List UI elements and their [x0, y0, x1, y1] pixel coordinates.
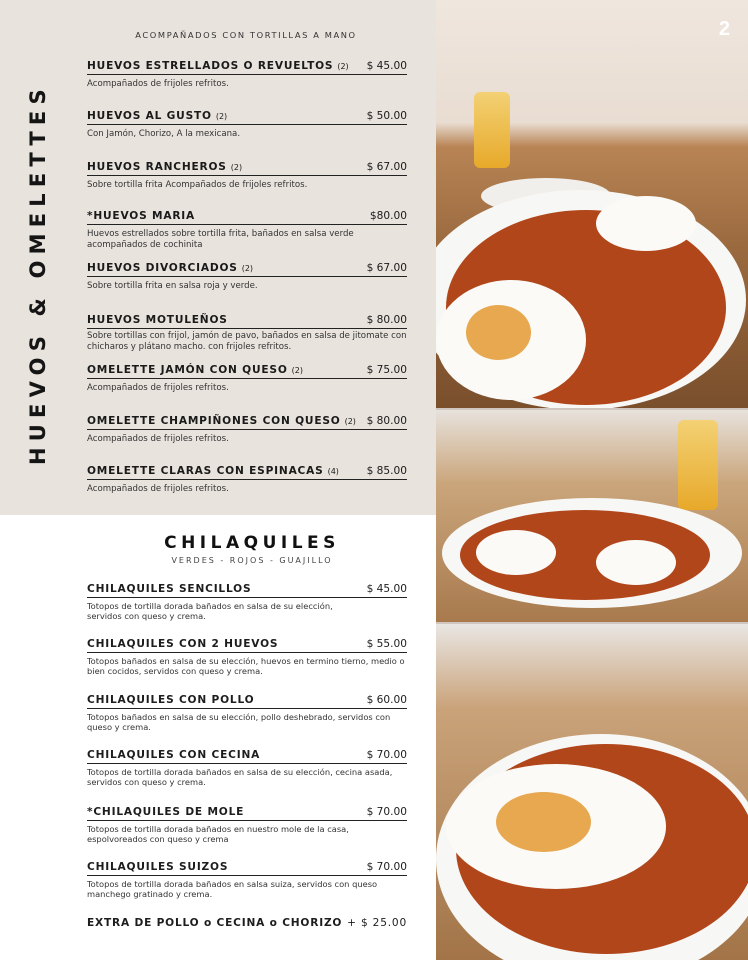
photo-column [436, 0, 748, 960]
extra-item [87, 917, 407, 929]
item-name [87, 415, 356, 427]
item-price: $ 50.00 [366, 110, 407, 122]
item-qty: (2) [230, 163, 243, 172]
item-description: Acompañados de frijoles refritos. [87, 484, 229, 494]
menu-item [87, 806, 407, 845]
item-name: CHILAQUILES CON POLLO [87, 694, 255, 706]
huevos-subtitle: ACOMPAÑADOS CON TORTILLAS A MANO [135, 30, 357, 40]
item-price: $ 85.00 [366, 465, 407, 477]
item-price: $ 75.00 [366, 364, 407, 376]
extra-price: + $ 25.00 [347, 917, 407, 929]
item-name [87, 262, 253, 274]
chilaquiles-title: CHILAQUILES [164, 533, 340, 553]
item-name [87, 60, 349, 72]
item-description: Acompañados de frijoles refritos. [87, 383, 229, 393]
item-description: Totopos de tortilla dorada bañados en salsa de su elección, cecina asada, servidos con queso y crema. [87, 767, 393, 788]
item-price: $ 67.00 [366, 161, 407, 173]
chilaquiles-subtitle: VERDES - ROJOS - GUAJILLO [171, 556, 333, 565]
item-name-text: OMELETTE CHAMPIÑONES CON QUESO [87, 415, 341, 427]
item-price: $ 45.00 [366, 583, 407, 595]
item-qty: (2) [337, 62, 349, 71]
menu-item [87, 262, 407, 292]
item-name-text: HUEVOS AL GUSTO [87, 110, 212, 122]
item-description: Huevos estrellados sobre tortilla frita, bañados en salsa verde acompañados de cochinita [87, 229, 354, 251]
egg-yolk [496, 792, 591, 852]
item-name [87, 161, 242, 173]
item-qty: (2) [241, 264, 254, 273]
menu-item [87, 749, 407, 788]
item-price: $ 80.00 [366, 415, 407, 427]
item-price: $ 70.00 [366, 806, 407, 818]
food-photo-chilaquiles [436, 410, 748, 622]
menu-item [87, 465, 407, 495]
egg-yolk [466, 305, 531, 360]
item-name: *CHILAQUILES DE MOLE [87, 806, 245, 818]
page-number: 2 [718, 18, 730, 40]
menu-item [87, 210, 407, 252]
item-name-text: HUEVOS ESTRELLADOS O REVUELTOS [87, 60, 334, 72]
item-name-text: HUEVOS RANCHEROS [87, 161, 227, 173]
item-name-text: OMELETTE JAMÓN CON QUESO [87, 364, 288, 376]
menu-item [87, 415, 407, 445]
item-name [87, 364, 303, 376]
item-qty: (4) [327, 467, 339, 476]
item-description: Acompañados de frijoles refritos. [87, 79, 229, 89]
item-name [87, 314, 232, 326]
section-title-vertical: HUEVOS & OMELETTES [26, 83, 50, 465]
fried-egg [476, 530, 556, 575]
item-description: Sobre tortilla frita Acompañados de frijoles refritos. [87, 180, 308, 190]
item-description: Totopos de tortilla dorada bañados en salsa de su elección, servidos con queso y crema. [87, 601, 333, 622]
juice-glass [474, 92, 510, 168]
item-name-text: *HUEVOS MARIA [87, 210, 196, 222]
item-description: Totopos bañados en salsa de su elección, pollo deshebrado, servidos con queso y crema. [87, 712, 391, 733]
item-name: CHILAQUILES CON CECINA [87, 749, 261, 761]
menu-item [87, 694, 407, 733]
menu-item [87, 161, 407, 191]
menu-item [87, 60, 407, 90]
item-description: Con Jamón, Chorizo, A la mexicana. [87, 129, 241, 139]
item-price: $80.00 [369, 210, 407, 222]
item-price: $ 45.00 [366, 60, 407, 72]
item-price: $ 67.00 [366, 262, 407, 274]
item-description: Totopos de tortilla dorada bañados en salsa suiza, servidos con queso manchego gratinado y crema. [87, 879, 378, 900]
item-price: $ 60.00 [366, 694, 407, 706]
food-photo-huevos [436, 0, 748, 408]
item-qty: (2) [344, 417, 356, 426]
fried-egg [596, 540, 676, 585]
item-description: Sobre tortillas con frijol, jamón de pavo, bañados en salsa de jitomate con chicharos y plátano macho. con frijoles refritos. [87, 331, 407, 352]
menu-item [87, 364, 407, 394]
menu-item [87, 314, 407, 352]
item-name [87, 465, 339, 477]
item-description: Totopos bañados en salsa de su elección, huevos en termino tierno, medio o bien cocidos, servidos con queso y crema. [87, 656, 405, 677]
menu-item [87, 110, 407, 140]
item-name [87, 110, 227, 122]
item-description: Acompañados de frijoles refritos. [87, 434, 229, 444]
item-price: $ 70.00 [366, 749, 407, 761]
menu-item [87, 638, 407, 677]
extra-label: EXTRA DE POLLO o CECINA o CHORIZO [87, 917, 343, 929]
fried-egg [596, 196, 696, 251]
juice-glass [678, 420, 718, 510]
item-description: Sobre tortilla frita en salsa roja y verde. [87, 281, 258, 291]
item-price: $ 70.00 [366, 861, 407, 873]
item-price: $ 80.00 [366, 314, 407, 326]
menu-item [87, 861, 407, 900]
item-qty: (2) [215, 112, 228, 121]
item-name-text: HUEVOS DIVORCIADOS [87, 262, 238, 274]
item-name [87, 210, 199, 222]
item-name: CHILAQUILES SUIZOS [87, 861, 229, 873]
item-description: Totopos de tortilla dorada bañados en nuestro mole de la casa, espolvoreados con queso y crema [87, 824, 349, 845]
item-name-text: OMELETTE CLARAS CON ESPINACAS [87, 465, 324, 477]
menu-item [87, 583, 407, 622]
item-name: CHILAQUILES SENCILLOS [87, 583, 252, 595]
food-photo-chilaquiles-egg [436, 624, 748, 960]
item-name: CHILAQUILES CON 2 HUEVOS [87, 638, 279, 650]
item-name-text: HUEVOS MOTULEÑOS [87, 314, 228, 326]
item-price: $ 55.00 [366, 638, 407, 650]
item-qty: (2) [291, 366, 303, 375]
